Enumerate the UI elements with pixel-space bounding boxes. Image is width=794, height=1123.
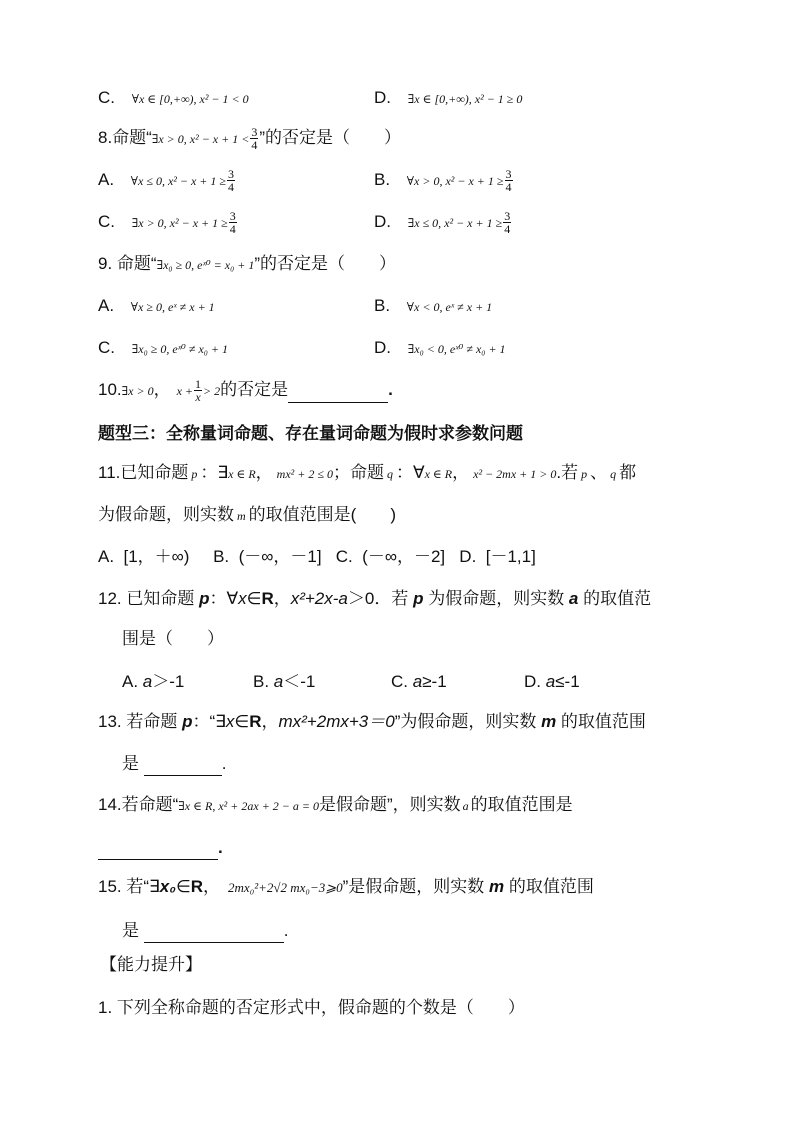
q12-text: 12. 已知命题	[98, 589, 200, 608]
answer-blank[interactable]	[144, 759, 222, 776]
q13-text: ，	[261, 712, 279, 731]
section-heading-3: 题型三：全称量词命题、存在量词命题为假时求参数问题	[98, 424, 523, 443]
q13-text: ：“∃	[192, 712, 226, 731]
q12-text: 的取值范	[578, 589, 652, 608]
math-expr: ∃x₀ < 0, eˣ⁰ ≠ x₀ + 1	[407, 342, 506, 356]
period: .	[218, 838, 223, 857]
question-12-line-1	[98, 587, 651, 611]
q8-suffix: ”的否定是（ ）	[259, 128, 401, 147]
q14-text: 14.若命题“	[98, 795, 179, 814]
q8-prefix: 8.命题“	[98, 128, 152, 147]
option-label: D.	[374, 338, 391, 357]
frac-den: 4	[229, 222, 236, 237]
question-12-line-2: 围是（ ）	[122, 629, 224, 648]
q11-text: 的取值范围是( )	[248, 505, 396, 524]
q13-text: ∈	[234, 712, 250, 731]
option-label: D.	[524, 672, 546, 691]
var-q: q	[386, 467, 393, 481]
var-p: p	[581, 467, 588, 481]
answer-blank[interactable]	[98, 841, 218, 860]
option-label: A.	[122, 672, 143, 691]
math-expr: ∀x ≤ 0, x² − x + 1 ≥	[130, 174, 226, 188]
math-expr: ∃x > 0	[121, 384, 154, 398]
math-expr: mx² + 2 ≤ 0	[276, 467, 333, 481]
q9-option-a	[98, 294, 215, 319]
option-rel: ≤-1	[555, 672, 580, 691]
var-p: p	[182, 712, 193, 731]
frac-den: 4	[505, 180, 512, 195]
option-label: B.	[374, 170, 391, 189]
q8-option-b	[374, 168, 514, 193]
q7-option-c	[98, 86, 249, 111]
q10-prefix: 10.	[98, 380, 122, 399]
section-ability-improvement: 【能力提升】	[100, 955, 202, 974]
q12-text: 为假命题，则实数	[423, 589, 569, 608]
var-p: p	[413, 589, 424, 608]
q12-option-c	[391, 670, 447, 694]
q11-text: ：∃	[200, 463, 229, 482]
math-expr: x ∈ R	[424, 467, 453, 481]
q11-text: ：∀	[395, 463, 425, 482]
option-label: D.	[374, 212, 391, 231]
q11-text: 为假命题，则实数	[98, 505, 234, 524]
math-expr: ∃x₀ ≥ 0, eˣ⁰ = x₀ + 1	[156, 258, 255, 272]
q12-option-a	[122, 670, 184, 694]
set-R: R	[261, 589, 274, 608]
var-a: a	[462, 799, 469, 813]
question-10	[98, 378, 393, 403]
question-11-line-1	[98, 461, 636, 486]
question-15-line-2	[122, 919, 288, 943]
q15-text: ∈	[175, 877, 191, 896]
frac-den: x	[195, 390, 201, 405]
q7-option-d	[374, 86, 522, 111]
math-expr: 2mx₀²+2√2 mx₀−3⩾0	[228, 880, 343, 895]
question-15-line-1	[98, 875, 594, 900]
q11-text: 都	[619, 463, 637, 482]
var-m: m	[541, 712, 557, 731]
frac-num: 3	[251, 125, 258, 140]
var-q: q	[610, 467, 617, 481]
q9-prefix: 9. 命题“	[98, 254, 157, 273]
var-a: a	[412, 672, 423, 691]
question-14	[98, 793, 573, 818]
math-expr: ∃x > 0, x² − x + 1 ≥	[131, 216, 228, 230]
question-13-line-2	[122, 752, 226, 776]
math-expr: > 2	[203, 384, 221, 398]
frac-num: 3	[227, 167, 234, 182]
set-R: R	[249, 712, 262, 731]
fraction	[503, 210, 511, 235]
var-a: a	[545, 672, 556, 691]
separator: ，	[255, 463, 273, 482]
var-m: m	[237, 509, 246, 523]
fraction	[227, 168, 235, 193]
option-label: A.	[98, 296, 115, 315]
answer-blank[interactable]	[144, 926, 284, 943]
frac-den: 4	[251, 138, 258, 153]
question-14-line-2	[98, 836, 223, 860]
q14-text: 是假命题”，则实数	[319, 795, 461, 814]
frac-num: 3	[229, 209, 236, 224]
q13-text: 是	[122, 754, 144, 773]
math-expr: ∃x > 0, x² − x + 1 <	[151, 132, 250, 146]
math-expr: x ∈ R	[228, 467, 256, 481]
fraction	[229, 210, 237, 235]
fraction	[194, 378, 202, 403]
q15-text: 的取值范围	[504, 877, 594, 896]
answer-blank[interactable]	[288, 384, 388, 403]
option-label: A.	[98, 170, 115, 189]
q12-text: ∈	[246, 589, 262, 608]
q9-option-d	[374, 336, 506, 361]
frac-num: 3	[504, 209, 511, 224]
math-expr: ∃x ≤ 0, x² − x + 1 ≥	[407, 216, 503, 230]
q13-text: 13. 若命题	[98, 712, 183, 731]
option-rel: ＜-1	[283, 672, 316, 691]
q8-option-a	[98, 168, 236, 193]
question-9	[98, 252, 396, 277]
q11-text: ；命题	[332, 463, 384, 482]
frac-den: 4	[227, 180, 234, 195]
q12-text: ，	[273, 589, 291, 608]
period: .	[283, 921, 289, 940]
frac-num: 3	[505, 167, 512, 182]
option-rel: ＞-1	[152, 672, 185, 691]
q8-option-c	[98, 210, 238, 235]
q15-text: ”是假命题，则实数	[342, 877, 489, 896]
option-label: C.	[98, 212, 115, 231]
q10-suffix: 的否定是	[220, 380, 289, 399]
q14-text: 的取值范围是	[470, 795, 573, 814]
math-expr: mx²+2mx+3＝0	[278, 712, 395, 731]
math-expr: ∃x ∈ R, x² + 2ax + 2 − a = 0	[178, 799, 319, 813]
var-x: x	[225, 712, 235, 731]
q13-text: ”为假命题，则实数	[394, 712, 542, 731]
frac-num: 1	[195, 377, 202, 392]
option-label: D.	[374, 88, 391, 107]
var-m: m	[489, 877, 505, 896]
q12-text: ：∀	[209, 589, 239, 608]
q11-text: 、	[590, 463, 608, 482]
q9-suffix: ”的否定是（ ）	[254, 254, 397, 273]
var-a: a	[273, 672, 284, 691]
var-a: a	[568, 589, 579, 608]
math-expr: x² − 2mx + 1 > 0	[473, 467, 557, 481]
math-expr: x +	[176, 384, 194, 398]
math-expr: ∀x ≥ 0, eˣ ≠ x + 1	[130, 300, 215, 314]
question-11-options: A. [1，＋∞) B. (－∞，－1] C. (－∞，－2] D. [－1,1]	[98, 547, 536, 566]
q11-text: 11.已知命题	[98, 463, 189, 482]
period: .	[388, 380, 393, 399]
period: .	[221, 754, 227, 773]
var-x: x	[238, 589, 247, 608]
math-expr: ∀x ∈ [0,+∞), x² − 1 < 0	[131, 92, 249, 106]
option-rel: ≥-1	[422, 672, 447, 691]
option-label: B.	[253, 672, 274, 691]
fraction	[505, 168, 513, 193]
math-expr: ∃x ∈ [0,+∞), x² − 1 ≥ 0	[407, 92, 523, 106]
q15-text: 15. 若“∃	[98, 877, 160, 896]
math-expr: ∀x > 0, x² − x + 1 ≥	[406, 174, 504, 188]
q9-option-b	[374, 294, 492, 319]
var-p: p	[191, 467, 198, 481]
q12-option-b	[253, 670, 315, 694]
q15-text: 是	[122, 921, 144, 940]
separator: ，	[452, 463, 470, 482]
fraction	[250, 126, 258, 151]
separator: ，	[203, 877, 221, 896]
var-p: p	[199, 589, 210, 608]
frac-den: 4	[504, 222, 511, 237]
option-label: C.	[98, 338, 115, 357]
var-x0: x₀	[159, 877, 176, 896]
option-label: B.	[374, 296, 391, 315]
q12-option-d	[524, 670, 580, 694]
option-label: C.	[98, 88, 115, 107]
question-8	[98, 126, 401, 151]
question-13-line-1	[98, 710, 646, 734]
separator: ，	[153, 380, 171, 399]
q13-text: 的取值范围	[556, 712, 646, 731]
q12-text: ＞0．若	[347, 589, 414, 608]
var-a: a	[142, 672, 153, 691]
option-label: C.	[391, 672, 413, 691]
set-R: R	[190, 877, 204, 896]
q8-option-d	[374, 210, 512, 235]
math-expr: x²+2x-a	[290, 589, 348, 608]
q9-option-c	[98, 336, 228, 361]
problem-1: 1. 下列全称命题的否定形式中，假命题的个数是（ ）	[98, 998, 525, 1017]
question-11-line-2	[98, 503, 396, 528]
math-expr: ∀x < 0, eˣ ≠ x + 1	[406, 300, 493, 314]
q11-text: .若	[556, 463, 579, 482]
math-expr: ∃x₀ ≥ 0, eˣ⁰ ≠ x₀ + 1	[131, 342, 229, 356]
